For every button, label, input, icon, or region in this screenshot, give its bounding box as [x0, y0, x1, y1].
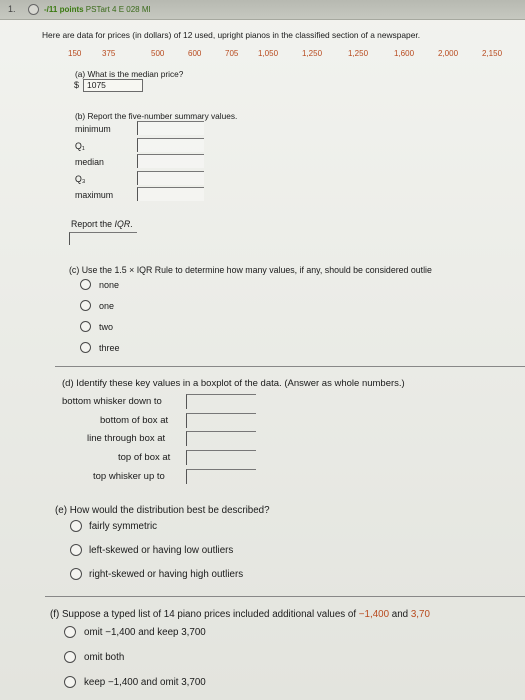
label-top-whisker: top whisker up to — [93, 471, 165, 482]
median-input[interactable] — [137, 154, 204, 168]
radio-omit-both[interactable] — [64, 651, 76, 663]
option-none: none — [99, 280, 120, 290]
radio-none[interactable] — [80, 279, 91, 290]
option-three: three — [99, 343, 120, 353]
radio-omit-neg-keep[interactable] — [64, 626, 76, 638]
label-top-box: top of box at — [118, 452, 171, 463]
maximum-input[interactable] — [137, 187, 204, 201]
option-one: one — [99, 301, 115, 311]
option-left-skewed: left-skewed or having low outliers — [89, 545, 234, 556]
part-e-question: (e) How would the distribution best be described? — [55, 505, 270, 516]
section-divider — [45, 596, 525, 597]
status-circle-icon — [28, 4, 39, 15]
radio-right-skewed[interactable] — [70, 568, 82, 580]
option-omit-both: omit both — [84, 652, 125, 663]
data-values-row — [68, 49, 518, 63]
radio-fairly-symmetric[interactable] — [70, 520, 82, 532]
section-divider — [55, 366, 525, 367]
top-whisker-input[interactable] — [186, 469, 256, 484]
label-median-line: line through box at — [87, 433, 166, 444]
data-value: 2,000 — [438, 49, 459, 58]
radio-three[interactable] — [80, 342, 91, 353]
label-maximum: maximum — [75, 190, 114, 200]
bottom-whisker-input[interactable] — [186, 394, 256, 409]
part-f-value-2: 3,70 — [410, 609, 430, 620]
iqr-input[interactable] — [69, 232, 137, 245]
question-prompt: Here are data for prices (in dollars) of 12 used, upright pianos in the classified section of a newspaper. — [42, 30, 421, 40]
part-c-question: (c) Use the 1.5 × IQR Rule to determine how many values, if any, should be considered outlie — [69, 265, 432, 275]
radio-two[interactable] — [80, 321, 91, 332]
part-a-question: (a) What is the median price? — [75, 69, 184, 79]
points-value: -/11 points — [44, 5, 84, 14]
label-minimum: minimum — [75, 124, 111, 134]
part-f-and: and — [389, 609, 411, 620]
data-value: 600 — [188, 49, 202, 58]
option-fairly-symmetric: fairly symmetric — [89, 521, 158, 532]
label-median: median — [75, 157, 104, 167]
iqr-label-end: . — [130, 219, 133, 229]
label-q1: Q₁ — [75, 141, 85, 151]
part-f-question-text: (f) Suppose a typed list of 14 piano prices included additional values of — [50, 609, 359, 620]
q1-input[interactable] — [137, 138, 204, 152]
points-detail: PSTart 4 E 028 MI — [85, 5, 151, 14]
option-omit-neg-keep: omit −1,400 and keep 3,700 — [84, 627, 206, 638]
data-value: 1,050 — [258, 49, 279, 58]
iqr-label-text: Report the — [71, 219, 115, 229]
data-value: 150 — [68, 49, 82, 58]
option-right-skewed: right-skewed or having high outliers — [89, 569, 244, 580]
option-two: two — [99, 322, 114, 332]
data-value: 500 — [151, 49, 165, 58]
top-box-input[interactable] — [186, 450, 256, 465]
data-value: 375 — [102, 49, 116, 58]
data-value: 1,600 — [394, 49, 415, 58]
part-f-value-1: −1,400 — [358, 609, 390, 620]
question-number: 1. — [8, 4, 16, 14]
option-keep-neg-omit: keep −1,400 and omit 3,700 — [84, 677, 206, 688]
iqr-label — [71, 219, 133, 229]
data-value: 1,250 — [348, 49, 369, 58]
question-header-bar — [0, 0, 525, 20]
part-d-question: (d) Identify these key values in a boxplot of the data. (Answer as whole numbers.) — [62, 378, 405, 389]
q3-input[interactable] — [137, 171, 204, 185]
radio-left-skewed[interactable] — [70, 544, 82, 556]
radio-one[interactable] — [80, 300, 91, 311]
bottom-box-input[interactable] — [186, 413, 256, 428]
median-answer-input[interactable]: 1075 — [83, 79, 143, 92]
iqr-label-em: IQR — [114, 219, 131, 229]
minimum-input[interactable] — [137, 121, 204, 135]
data-value: 705 — [225, 49, 239, 58]
label-bottom-whisker: bottom whisker down to — [62, 396, 162, 407]
median-line-input[interactable] — [186, 431, 256, 446]
part-b-question: (b) Report the five-number summary values. — [75, 111, 238, 121]
label-q3: Q₃ — [75, 174, 86, 184]
radio-keep-neg-omit[interactable] — [64, 676, 76, 688]
part-f-question — [50, 609, 430, 620]
label-bottom-box: bottom of box at — [100, 415, 169, 426]
currency-symbol: $ — [74, 80, 80, 90]
data-value: 1,250 — [302, 49, 323, 58]
data-value: 2,150 — [482, 49, 503, 58]
points-label — [44, 5, 151, 14]
